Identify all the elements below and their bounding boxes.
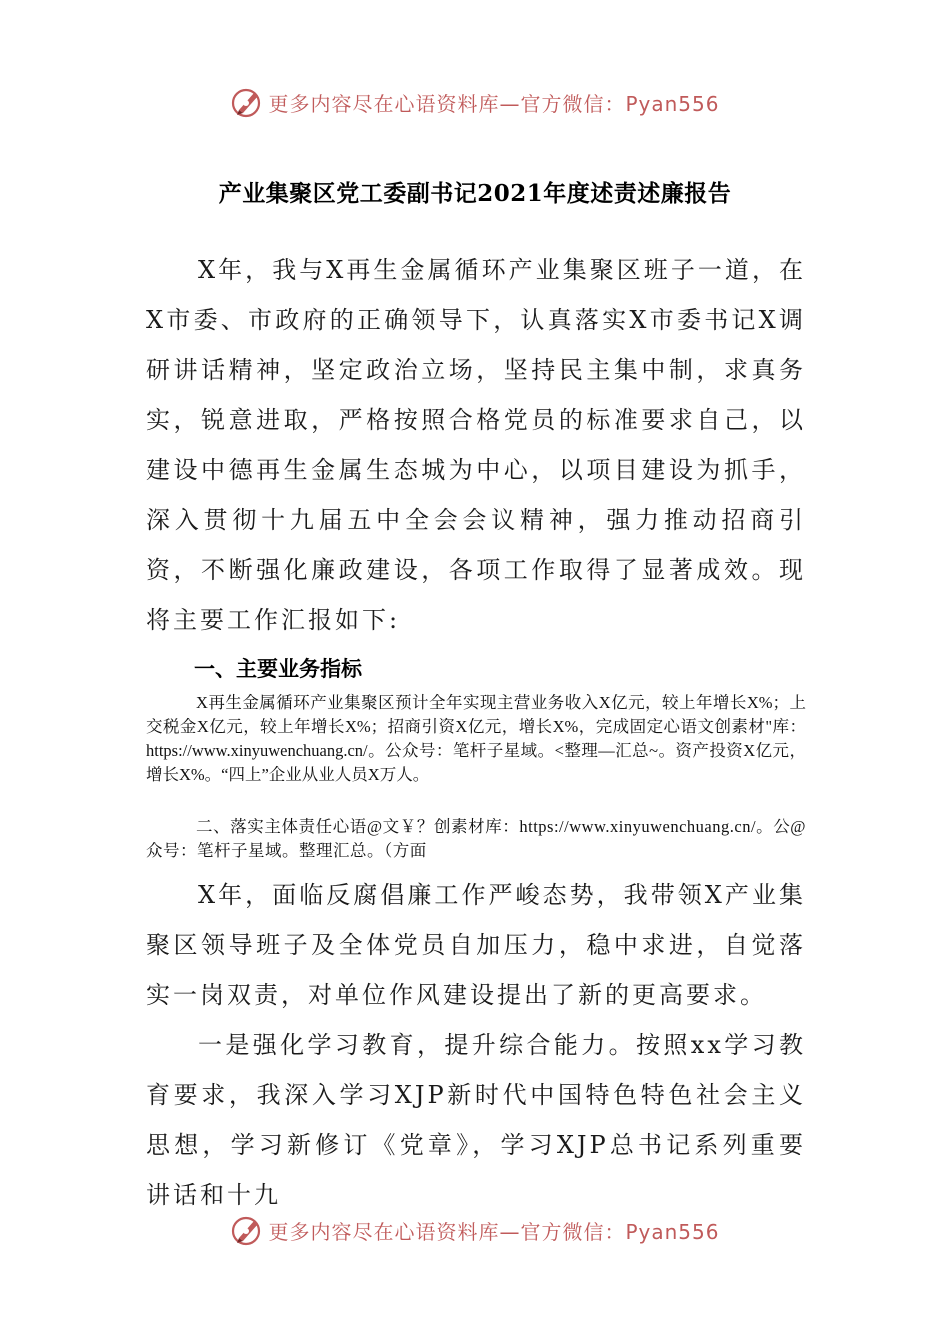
- section1-paragraph: X再生金属循环产业集聚区预计全年实现主营业务收入X亿元，较上年增长X%；上交税金X亿元，较上年增长X%；招商引资X亿元，增长X%，完成固定心语文创素材"库：https://www.xinyuwenchuang.cn/。公众号：笔杆子星域。<整理—汇总~。资产投资X亿元，增长X%。“四上”企业从业人员X万人。: [146, 693, 806, 784]
- banner-text: 更多内容尽在心语资料库—官方微信：Pyan556: [268, 1219, 720, 1244]
- header-banner: [0, 82, 950, 122]
- intro-paragraph: X年，我与X再生金属循环产业集聚区班子一道，在X市委、市政府的正确领导下，认真落实X市委书记X调研讲话精神，坚定政治立场，坚持民主集中制，求真务实，锐意进取，严格按照合格党员的标准要求自己，以建设中德再生金属生态城为中心，以项目建设为抓手，深入贯彻十九届五中全会会议精神，强力推动招商引资，不断强化廉政建设，各项工作取得了显著成效。现将主要工作汇报如下:: [146, 256, 806, 634]
- pen-logo-icon: [230, 85, 264, 119]
- footer-banner: [0, 1210, 950, 1250]
- pen-logo-icon: [230, 1213, 264, 1247]
- study-paragraph: 一是强化学习教育，提升综合能力。按照xx学习教育要求，我深入学习XJP新时代中国特色特色社会主义思想，学习新修订《党章》，学习XJP总书记系列重要讲话和十九: [146, 1031, 806, 1209]
- responsibility-paragraph: X年，面临反腐倡廉工作严峻态势，我带领X产业集聚区领导班子及全体党员自加压力，稳中求进，自觉落实一岗双责，对单位作风建设提出了新的更高要求。: [146, 881, 806, 1009]
- banner-text: 更多内容尽在心语资料库—官方微信：Pyan556: [268, 91, 720, 116]
- document-title: 产业集聚区党工委副书记2021年度述责述廉报告: [218, 180, 732, 207]
- section-heading-1: 一、主要业务指标: [194, 657, 362, 681]
- section2-line: 二、落实主体责任心语@文￥？创素材库：https://www.xinyuwenchuang.cn/。公@众号：笔杆子星域。整理汇总。（方面: [146, 817, 806, 860]
